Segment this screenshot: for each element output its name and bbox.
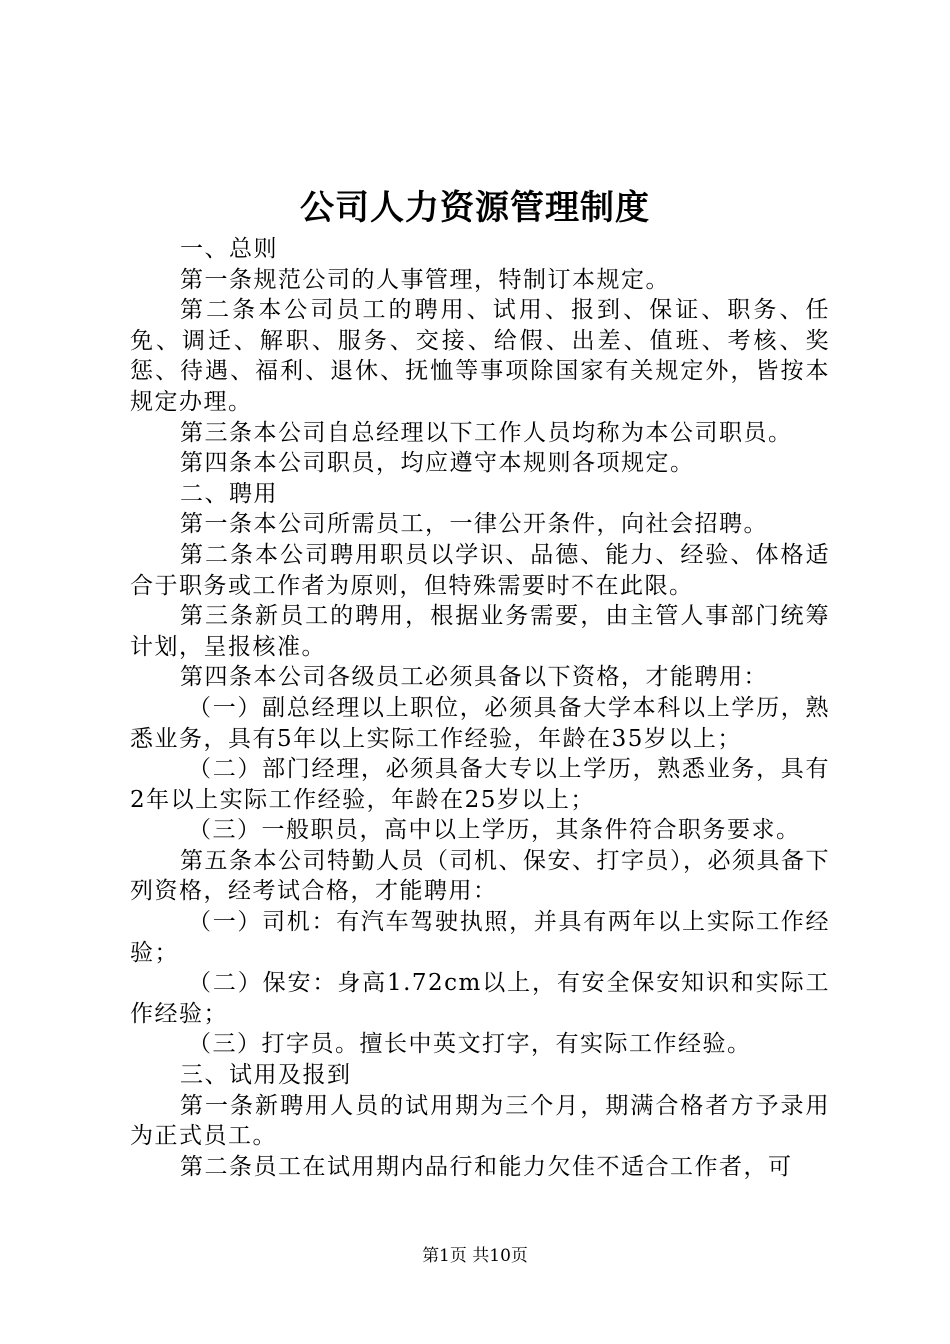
article-paragraph: 第五条本公司特勤人员（司机、保安、打字员），必须具备下列资格，经考试合格，才能聘用： <box>130 847 830 905</box>
document-body <box>130 234 830 1182</box>
list-item: （一）副总经理以上职位，必须具备大学本科以上学历，熟悉业务，具有5年以上实际工作经验，年龄在35岁以上； <box>130 694 830 752</box>
article-paragraph: 第二条本公司员工的聘用、试用、报到、保证、职务、任免、调迁、解职、服务、交接、给假、出差、值班、考核、奖惩、待遇、福利、退休、抚恤等事项除国家有关规定外，皆按本规定办理。 <box>130 297 830 415</box>
article-paragraph: 第二条本公司聘用职员以学识、品德、能力、经验、体格适合于职务或工作者为原则，但特殊需要时不在此限。 <box>130 541 830 599</box>
article-paragraph: 第三条新员工的聘用，根据业务需要，由主管人事部门统筹计划，呈报核准。 <box>130 603 830 660</box>
article-paragraph: 第一条规范公司的人事管理，特制订本规定。 <box>180 266 670 293</box>
list-item: （三）打字员。擅长中英文打字，有实际工作经验。 <box>188 1031 752 1058</box>
document-title: 公司人力资源管理制度 <box>300 188 650 228</box>
article-paragraph: 第四条本公司职员，均应遵守本规则各项规定。 <box>180 450 695 477</box>
list-item: （二）部门经理，必须具备大专以上学历，熟悉业务，具有2年以上实际工作经验，年龄在25岁以上； <box>130 756 830 813</box>
article-paragraph: 第二条员工在试用期内品行和能力欠佳不适合工作者，可 <box>180 1153 793 1180</box>
article-paragraph: 第一条本公司所需员工，一律公开条件，向社会招聘。 <box>180 511 768 538</box>
list-item: （一）司机：有汽车驾驶执照，并具有两年以上实际工作经验； <box>130 909 830 966</box>
article-paragraph: 第四条本公司各级员工必须具备以下资格，才能聘用： <box>180 664 768 691</box>
section-heading: 二、聘用 <box>180 480 278 507</box>
list-item: （三）一般职员，高中以上学历，其条件符合职务要求。 <box>188 817 801 844</box>
article-paragraph: 第一条新聘用人员的试用期为三个月，期满合格者方予录用为正式员工。 <box>130 1092 830 1150</box>
article-paragraph: 第三条本公司自总经理以下工作人员均称为本公司职员。 <box>180 419 793 446</box>
page-footer: 第1页 共10页 <box>422 1246 528 1266</box>
section-heading: 三、试用及报到 <box>180 1062 352 1089</box>
section-heading: 一、总则 <box>180 236 278 262</box>
list-item: （二）保安：身高1.72cm以上，有安全保安知识和实际工作经验； <box>130 970 830 1027</box>
